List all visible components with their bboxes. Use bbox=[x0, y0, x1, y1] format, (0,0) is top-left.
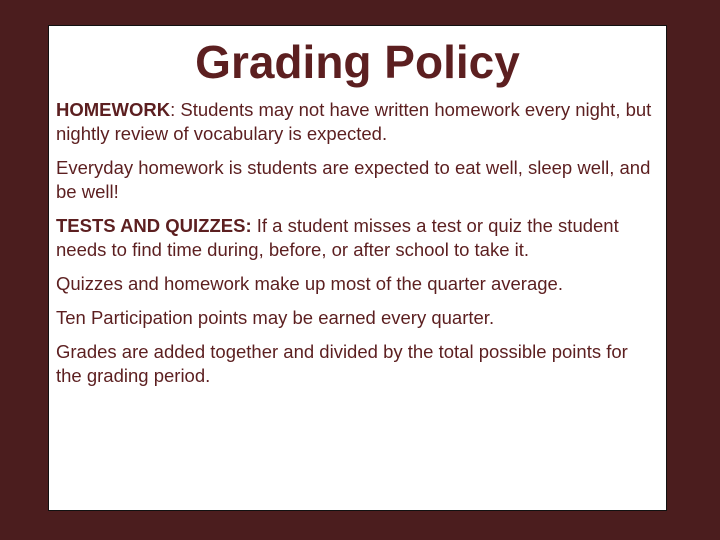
paragraph-text: Quizzes and homework make up most of the quarter average. bbox=[56, 273, 563, 294]
paragraph-text: Grades are added together and divided by the total possible points for the grading period. bbox=[56, 341, 628, 386]
paragraph-text: If a student misses a test or quiz the student needs to find time during, before, or after school to take it. bbox=[56, 215, 619, 260]
homework-heading: HOMEWORK bbox=[56, 99, 171, 120]
paragraph-text: : Students may not have written homework every night, but nightly review of vocabulary is expected. bbox=[56, 99, 652, 144]
slide-panel bbox=[48, 25, 667, 511]
paragraph-grades bbox=[56, 340, 656, 388]
paragraph-text: Everyday homework is students are expected to eat well, sleep well, and be well! bbox=[56, 157, 651, 202]
paragraph-text: Ten Participation points may be earned every quarter. bbox=[56, 307, 495, 328]
paragraph-homework bbox=[56, 98, 656, 146]
paragraph-tests bbox=[56, 214, 656, 262]
slide-title: Grading Policy bbox=[195, 36, 520, 88]
paragraph-participation bbox=[56, 306, 656, 330]
paragraph-everyday bbox=[56, 156, 656, 204]
slide-body bbox=[56, 98, 656, 398]
paragraph-quizzes bbox=[56, 272, 656, 296]
tests-heading: TESTS AND QUIZZES: bbox=[56, 215, 252, 236]
